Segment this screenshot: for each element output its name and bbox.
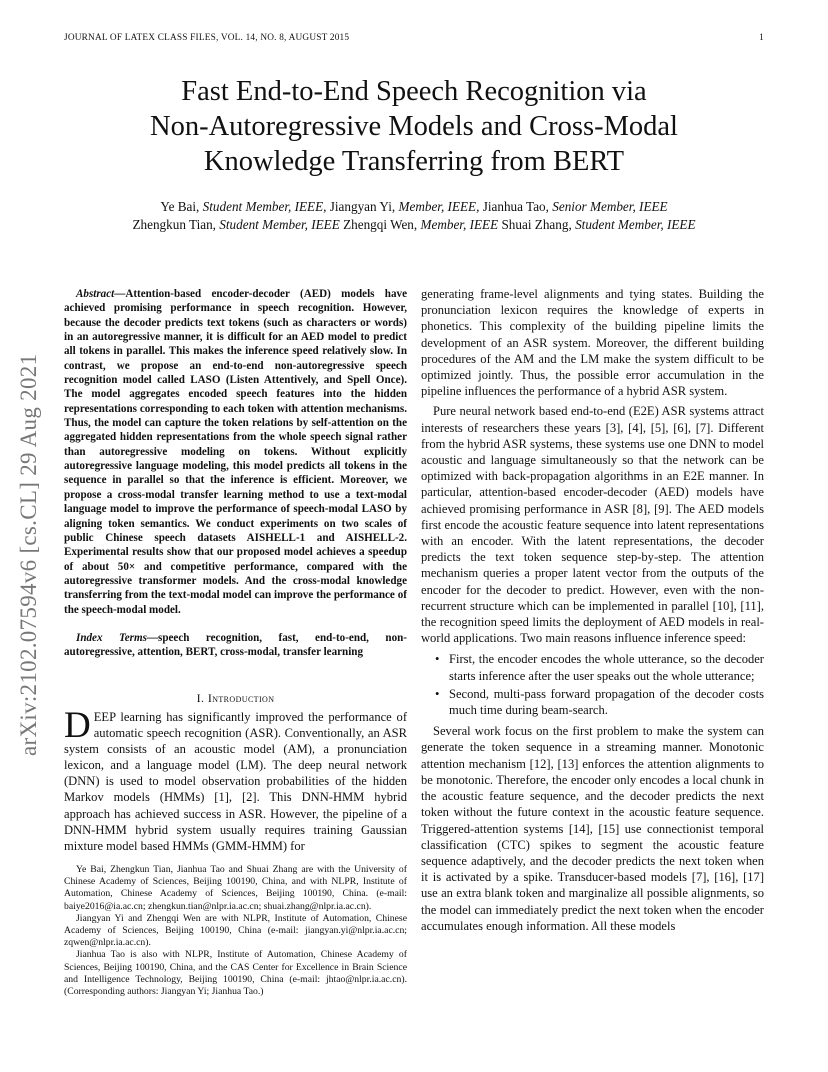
drop-cap: D	[64, 705, 91, 746]
body-paragraph: Pure neural network based end-to-end (E2E) ASR systems attract interests of researchers these years [3], [4], [5], [6], [7]. Different from the hybrid ASR systems, these systems use one DNN to model acoustic and language simultaneously so that the network can be optimized with back-propagation algorithms in an E2E manner. In particular, attention-based encoder-decoder (AED) models have achieved promising performance in ASR [8], [9]. The AED models first encode the acoustic feature sequence into latent representations with an encoder. With the latent representations, the decoder predicts the text token sequence step-by-step. The attention mechanism queries a proper latent vector from the outputs of the encoder for the decoder to predict. However, even with the non-recurrent structure which can be implemented in parallel [10], [11], the recognition speed limits the deployment of AED models in real-world applications. Two main reasons influence inference speed:	[421, 404, 764, 646]
author-name: Shuai Zhang,	[498, 216, 576, 232]
author-name: Zhengqi Wen,	[339, 216, 421, 232]
intro-paragraph	[64, 705, 407, 854]
body-paragraph: Several work focus on the first problem to make the system can generate the token sequence in a streaming manner. Monotonic attention mechanism [12], [13] enforces the attention alignments to be monotonic. Therefore, the encoder only encodes a local chunk in the acoustic feature sequence, and the decoder predicts the next token without the future context in the acoustic feature sequence. Triggered-attention systems [14], [15] use connectionist temporal classification (CTC) spikes to segment the acoustic feature sequence adaptively, and the decoder predicts the next token when it is activated by a spike. Transducer-based models [7], [16], [17] use an extra blank token and marginalize all possible alignments, so the model can immediately predict the next token when the encoder accumulates enough information. All these models	[421, 724, 764, 933]
paper-title	[60, 74, 768, 179]
page-number: 1	[759, 33, 764, 43]
running-header	[64, 33, 764, 43]
list-item: • Second, multi-pass forward propagation of the decoder costs much time during beam-search.	[435, 686, 764, 718]
index-terms	[64, 631, 407, 660]
author-role: Student Member, IEEE	[219, 216, 340, 232]
footnote: Ye Bai, Zhengkun Tian, Jianhua Tao and Shuai Zhang are with the University of Chinese Academy of Sciences, Beijing 100190, China, and with NLPR, Institute of Automation, Chinese Academy of Sciences, Beijing 100190, China. (e-mail: baiye2016@ia.ac.cn; zhengkun.tian@nlpr.ia.ac.cn; shuai.zhang@nlpr.ia.ac.cn).	[64, 864, 407, 912]
abstract-label: Abstract	[76, 288, 115, 300]
author-name: Zhengkun Tian,	[132, 216, 220, 232]
body-paragraph: generating frame-level alignments and tying states. Building the pronunciation lexicon requires the knowledge of experts in phonetics. This complexity of the building pipeline limits the development of an ASR system. Moreover, the different building procedures of the AM and the LM make the system difficult to be optimized jointly. Thus, the possible error accumulation in the pipeline influences the performance of a hybrid ASR system.	[421, 287, 764, 399]
bullet-list	[421, 651, 764, 718]
author-role: Member, IEEE	[420, 216, 499, 232]
author-role: Student Member, IEEE	[575, 216, 696, 232]
section-number: I.	[196, 691, 205, 705]
author-name: Ye Bai,	[160, 199, 203, 214]
footnote: Jiangyan Yi and Zhengqi Wen are with NLPR, Institute of Automation, Chinese Academy of Sciences, Beijing 100190, China (e-mail: jiangyan.yi@nlpr.ia.ac.cn; zqwen@nlpr.ia.ac.cn).	[64, 912, 407, 949]
author-role: Student Member, IEEE,	[202, 199, 327, 214]
intro-text: EEP learning has significantly improved the performance of automatic speech recognition (ASR). Conventionally, an ASR system consists of an acoustic model (AM), a pronunciation lexicon, and a language model (LM). The deep neural network (DNN) is used to model observation probabilities of the hidden Markov models (HMMs) [1], [2]. This DNN-HMM hybrid approach has achieved success in ASR. However, the pipeline of a DNN-HMM hybrid system usually requires training Gaussian mixture model based HMMs (GMM-HMM) for	[64, 710, 407, 853]
index-terms-text: —speech recognition, fast, end-to-end, non-autoregressive, attention, BERT, cross-modal, transfer learning	[64, 632, 407, 659]
author-name: Jiangyan Yi,	[326, 199, 399, 214]
abstract	[64, 287, 407, 617]
section-title: Introduction	[207, 691, 275, 705]
footnote: Jianhua Tao is also with NLPR, Institute of Automation, Chinese Academy of Sciences, Beijing 100190, China, and the CAS Center for Excellence in Brain Science and Intelligence Technology, Beijing 100190, China (e-mail: jhtao@nlpr.ia.ac.cn). (Corresponding authors: Jiangyan Yi; Jianhua Tao.)	[64, 949, 407, 998]
bullet-icon: •	[435, 686, 440, 701]
author-list	[40, 198, 788, 233]
title-line: Non-Autoregressive Models and Cross-Modal	[150, 111, 678, 142]
bullet-icon: •	[435, 652, 440, 667]
author-role: Member, IEEE,	[398, 199, 480, 214]
right-column	[421, 286, 764, 934]
author-line	[40, 216, 788, 234]
title-line: Fast End-to-End Speech Recognition via	[181, 76, 647, 107]
arxiv-identifier: arXiv:2102.07594v6 [cs.CL] 29 Aug 2021	[16, 353, 41, 756]
affiliation-footnotes	[64, 864, 407, 998]
list-item: • First, the encoder encodes the whole utterance, so the decoder starts inference after the user speaks out the whole utterance;	[435, 652, 764, 683]
journal-name: JOURNAL OF LATEX CLASS FILES, VOL. 14, NO. 8, AUGUST 2015	[64, 33, 350, 43]
section-heading	[64, 691, 407, 706]
title-line: Knowledge Transferring from BERT	[203, 146, 625, 177]
author-role: Senior Member, IEEE	[552, 199, 668, 214]
author-line	[40, 198, 788, 216]
author-name: Jianhua Tao,	[479, 199, 553, 214]
index-terms-label: Index Terms	[76, 632, 147, 644]
abstract-text: —Attention-based encoder-decoder (AED) models have achieved promising performance in speech recognition. However, because the decoder predicts text tokens (such as characters or words) in an autoregressive manner, it is difficult for an AED model to predict all tokens in parallel. This makes the inference speed relatively slow. In contrast, we propose an end-to-end non-autoregressive speech recognition model called LASO (Listen Attentively, and Spell Once). The model aggregates encoded speech features into the hidden representations corresponding to each token with attention mechanisms. Thus, the model can capture the token relations by self-attention on the aggregated hidden representations from the whole speech signal rather than autoregressive modeling on tokens. Without explicitly autoregressive language modeling, this model predicts all tokens in the sequence in parallel so that the inference is efficient. Moreover, we propose a cross-modal transfer learning method to use a text-modal language model to improve the performance of speech-modal LASO by aligning token semantics. We conduct experiments on two scales of public Chinese speech datasets AISHELL-1 and AISHELL-2. Experimental results show that our proposed model achieves a speedup of about 50× and competitive performance, compared with the autoregressive transformer models. And the cross-modal knowledge transferring from the text-modal model can improve the performance of the speech-modal model.	[64, 288, 407, 616]
